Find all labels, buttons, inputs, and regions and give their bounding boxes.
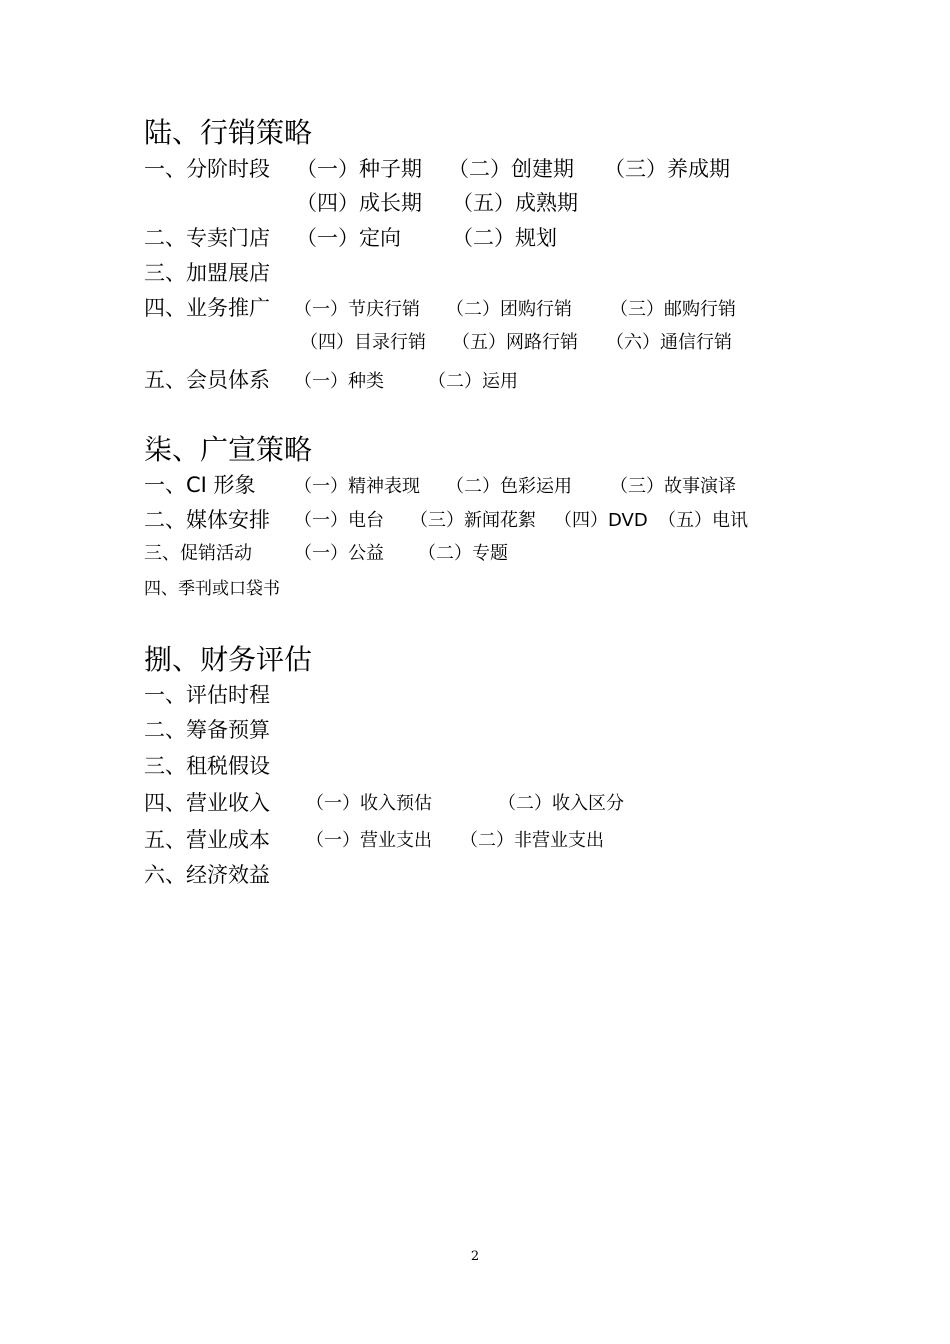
item-label: 三、租税假设 [144, 754, 270, 778]
sub-item: （二）团购行销 [446, 299, 572, 320]
item-label: 三、促销活动 [144, 543, 252, 564]
sub-item: （四）成长期 [296, 191, 422, 215]
sub-item: （一）收入预估 [306, 793, 432, 814]
sub-item: （五）网路行销 [452, 332, 578, 353]
item-label: 二、专卖门店 [144, 226, 270, 250]
item-label: 一、CI 形象 [144, 473, 256, 497]
sub-item: （二）运用 [428, 371, 518, 392]
sub-item: （四）DVD [554, 510, 648, 531]
sub-item: （四）目录行销 [300, 332, 426, 353]
item-label: 一、分阶时段 [144, 157, 270, 181]
sub-item: （一）种类 [294, 371, 384, 392]
item-label: 三、加盟展店 [144, 261, 270, 285]
sub-item: （六）通信行销 [606, 332, 732, 353]
section-heading-advertising: 柒、广宣策略 [144, 433, 313, 466]
sub-item: （二）专题 [418, 543, 508, 564]
section-heading-marketing: 陆、行销策略 [144, 116, 313, 149]
sub-item: （一）公益 [294, 543, 384, 564]
section-heading-finance: 捌、财务评估 [144, 643, 313, 676]
item-label: 四、营业收入 [144, 791, 270, 815]
sub-item: （三）邮购行销 [610, 299, 736, 320]
sub-item: （一）精神表现 [294, 476, 420, 497]
sub-item: （二）规划 [452, 226, 557, 250]
sub-item: （一）定向 [296, 226, 401, 250]
item-label: 五、会员体系 [144, 368, 270, 392]
sub-item: （一）营业支出 [306, 830, 432, 851]
sub-item: （五）成熟期 [452, 191, 578, 215]
sub-item: （一）节庆行销 [294, 299, 420, 320]
sub-item: （二）创建期 [448, 157, 574, 181]
item-label: 二、媒体安排 [144, 508, 270, 532]
sub-item: （二）收入区分 [498, 793, 624, 814]
item-label: 一、评估时程 [144, 683, 270, 707]
sub-item: （三）故事演译 [610, 476, 736, 497]
item-label: 四、季刊或口袋书 [144, 579, 280, 599]
item-label: 二、筹备预算 [144, 718, 270, 742]
item-label: 五、营业成本 [144, 828, 270, 852]
page-number: 2 [470, 1249, 480, 1264]
sub-item: （一）种子期 [296, 157, 422, 181]
item-label: 四、业务推广 [144, 296, 270, 320]
sub-item: （五）电讯 [658, 510, 748, 531]
sub-item: （一）电台 [294, 510, 384, 531]
sub-item: （三）新闻花絮 [410, 510, 536, 531]
sub-item: （二）非营业支出 [460, 830, 604, 851]
sub-item: （二）色彩运用 [446, 476, 572, 497]
sub-item: （三）养成期 [604, 157, 730, 181]
item-label: 六、经济效益 [144, 863, 270, 887]
